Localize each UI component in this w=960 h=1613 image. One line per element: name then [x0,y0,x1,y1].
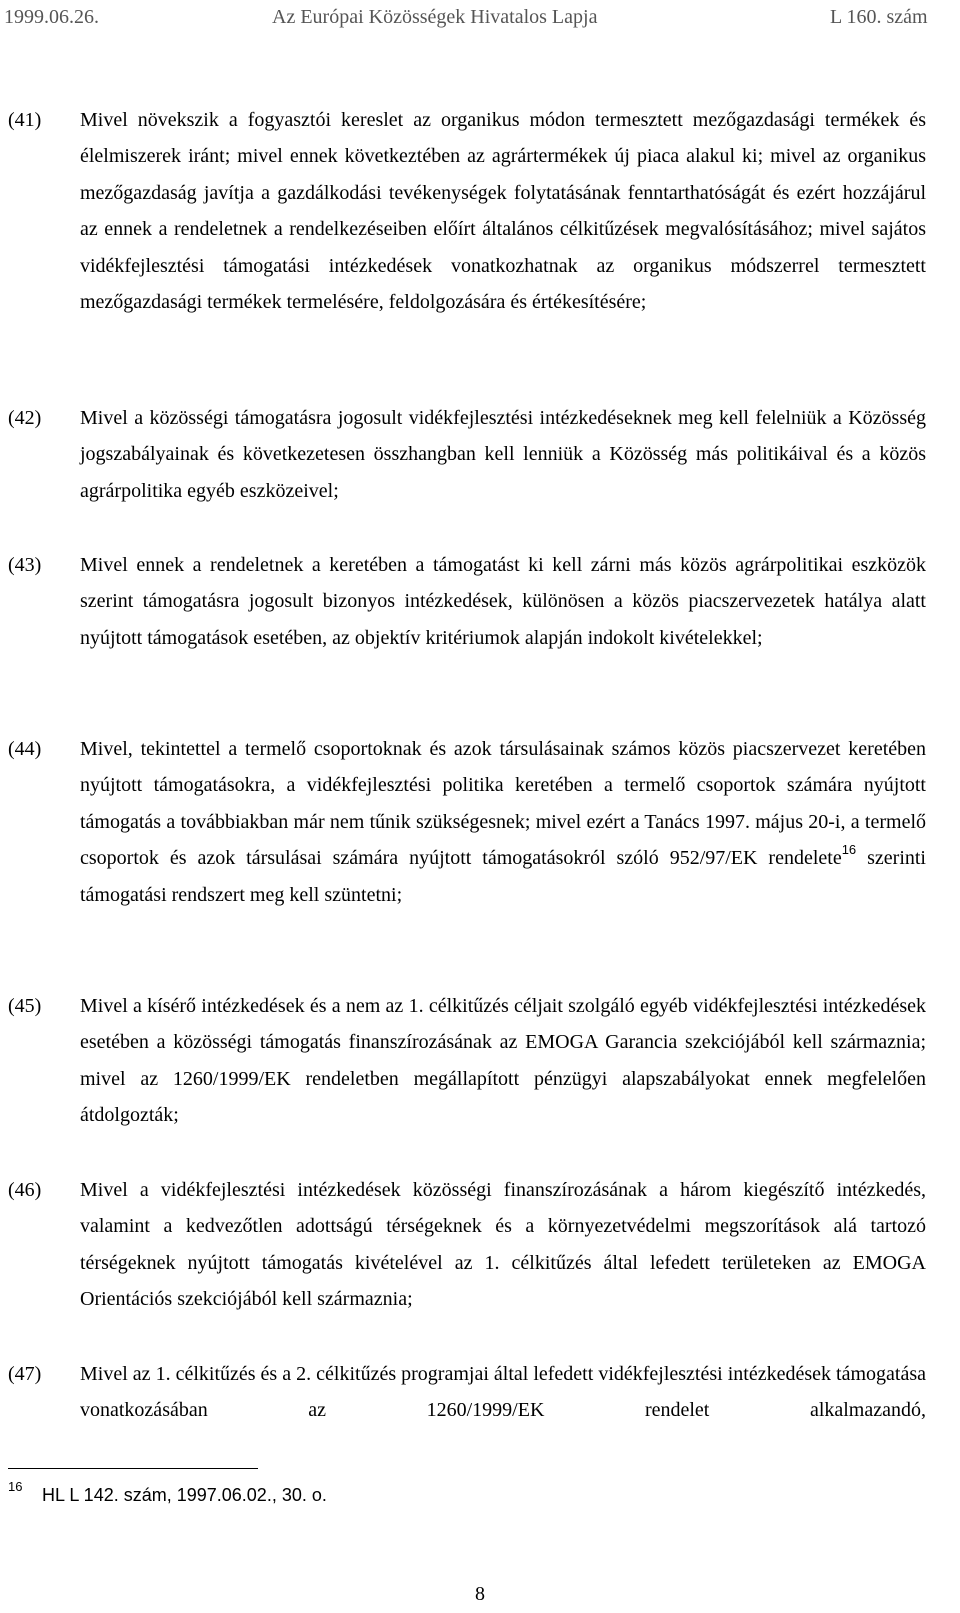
recital-number: (42) [8,407,42,429]
recital-number: (47) [8,1363,42,1385]
recital-number: (46) [8,1179,42,1201]
page-header [0,2,960,36]
footnote-text: HL L 142. szám, 1997.06.02., 30. o. [42,1485,327,1505]
header-issue: L 160. szám [830,6,928,28]
header-date: 1999.06.26. [4,6,99,28]
recital-text-part: szerinti támogatási rendszert meg kell szüntetni; [80,847,926,906]
footnote-mark: 16 [8,1479,23,1494]
recital-number: (45) [8,995,42,1017]
header-journal-title: Az Európai Közösségek Hivatalos Lapja [272,6,598,28]
recital-number: (41) [8,109,42,131]
recital-text: Mivel növekszik a fogyasztói kereslet az organikus módon termesztett mezőgazdasági termékek és élelmiszerek iránt; mivel ennek következtében az agrártermékek új piaca alakul ki; mivel az organikus mezőgazdaság javítja a gazdálkodási tevékenységek folytatásának fenntarthatóságát és ezért hozzájárul az ennek a rendeletnek a rendelkezéseiben előírt általános célkitűzések megvalósításához; mivel sajátos vidékfejlesztési támogatási intézkedések vonatkozhatnak az organikus módszerrel termesztett mezőgazdasági termékek termelésére, feldolgozására és értékesítésére; [80,109,926,314]
recital-text: Mivel a közösségi támogatásra jogosult vidékfejlesztési intézkedéseknek meg kell felelniük a Közösség jogszabályainak és következetesen összhangban kell lenniük a Közösség más politikáival és a közös agrárpolitika egyéb eszközeivel; [80,407,926,502]
recital-number: (44) [8,738,42,760]
recital-text: Mivel az 1. célkitűzés és a 2. célkitűzés programjai által lefedett vidékfejlesztési intézkedések támogatása vonatkozásában az 1260/1999/EK rendelet alkalmazandó, [80,1363,926,1422]
footnote-reference: 16 [841,842,857,858]
recital-text: Mivel ennek a rendeletnek a keretében a támogatást ki kell zárni más közös agrárpolitikai eszközök szerint támogatásra jogosult bizonyos intézkedések, különösen a közös piacszervezetek hatálya alatt nyújtott támogatások esetében, az objektív kritériumok alapján indokolt kivételekkel; [80,554,926,649]
recital-text [80,731,926,913]
recital-text-part: Mivel, tekintettel a termelő csoportoknak és azok társulásainak számos közös piacszervezet keretében nyújtott támogatásokra, a vidékfejlesztési politika keretében a termelő csoportok számára nyújtott támogatás a továbbiakban már nem tűnik szükségesnek; mivel ezért a Tanács 1997. május 20-i, a termelő csoportok és azok társulásai számára nyújtott támogatásokról szóló 952/97/EK rendelete [80,738,926,870]
footnote-separator [8,1468,258,1469]
page-number: 8 [475,1583,485,1605]
recital-number: (43) [8,554,42,576]
recital-text: Mivel a vidékfejlesztési intézkedések közösségi finanszírozásának a három kiegészítő intézkedés, valamint a kedvezőtlen adottságú térségeknek és a környezetvédelmi megszorítások alá tartozó térségeknek nyújtott támogatás kivételével az 1. célkitűzés által lefedett területeken az EMOGA Orientációs szekciójából kell származnia; [80,1179,926,1311]
recital-text: Mivel a kísérő intézkedések és a nem az 1. célkitűzés céljait szolgáló egyéb vidékfejlesztési intézkedések esetében a közösségi támogatás finanszírozásának az EMOGA Garancia szekciójából kell származnia; mivel az 1260/1999/EK rendeletben megállapított pénzügyi alapszabályokat ennek megfelelően átdolgozták; [80,995,926,1127]
